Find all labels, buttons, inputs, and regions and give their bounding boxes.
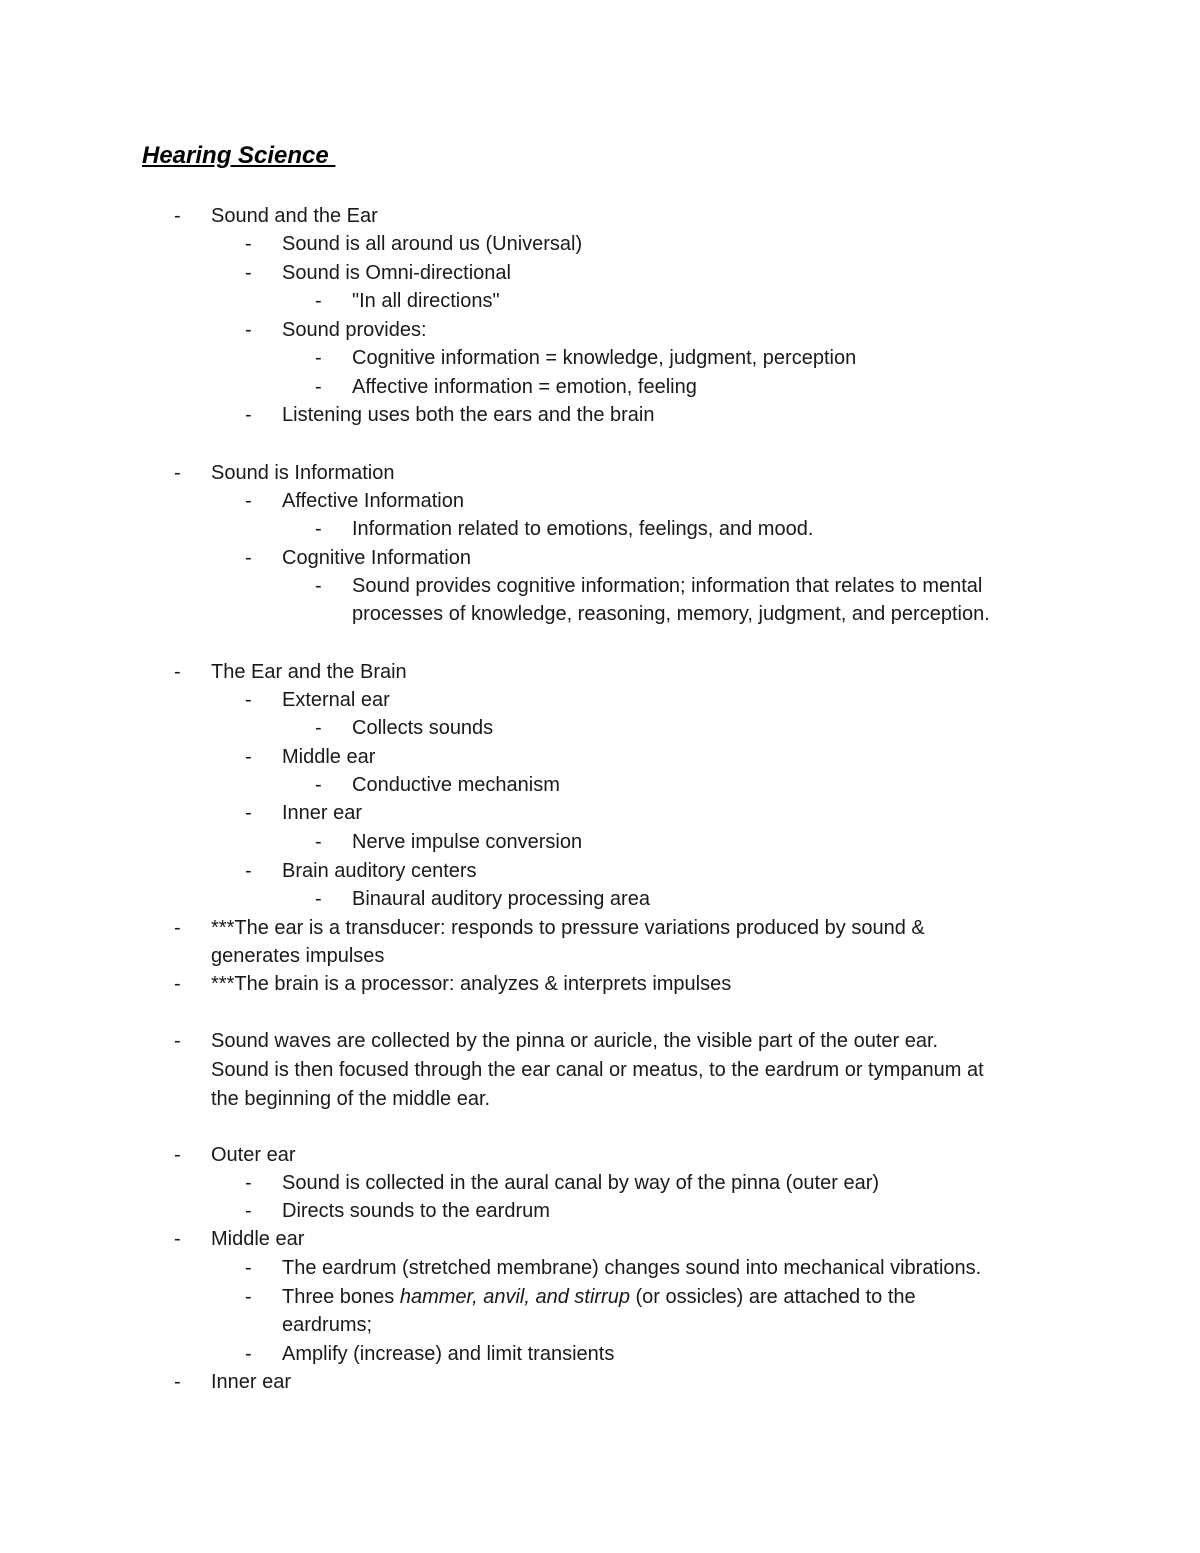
bullet-dash: -: [174, 1030, 181, 1052]
list-item: Affective Information: [282, 490, 464, 512]
bullet-dash: -: [245, 746, 252, 768]
list-item: Sound is collected in the aural canal by way of the pinna (outer ear): [282, 1172, 880, 1194]
list-item: Binaural auditory processing area: [352, 888, 650, 910]
bullet-dash: -: [245, 233, 252, 255]
list-item: Nerve impulse conversion: [352, 831, 583, 853]
list-item: Collects sounds: [352, 717, 494, 739]
bullet-dash: -: [174, 1228, 181, 1250]
list-item: ***The ear is a transducer: responds to pressure variations produced by sound &: [211, 917, 925, 939]
bullet-dash: -: [245, 1343, 252, 1365]
list-item: Conductive mechanism: [352, 774, 560, 796]
list-item: Sound and the Ear: [211, 205, 378, 227]
bullet-dash: -: [315, 888, 322, 910]
list-item: Directs sounds to the eardrum: [282, 1200, 550, 1222]
list-item: The Ear and the Brain: [211, 661, 407, 683]
list-item: Sound is Omni-directional: [282, 262, 511, 284]
list-item: Inner ear: [211, 1371, 292, 1393]
bullet-dash: -: [245, 404, 252, 426]
bullet-dash: -: [174, 973, 181, 995]
list-item-continuation: the beginning of the middle ear.: [211, 1088, 491, 1110]
list-item: Sound provides:: [282, 319, 427, 341]
list-item: Middle ear: [211, 1228, 305, 1250]
bullet-dash: -: [245, 689, 252, 711]
list-item: Listening uses both the ears and the brain: [282, 404, 655, 426]
bullet-dash: -: [245, 490, 252, 512]
list-item: Sound waves are collected by the pinna or auricle, the visible part of the outer ear.: [211, 1030, 939, 1052]
bullet-dash: -: [315, 290, 322, 312]
list-item: Inner ear: [282, 802, 363, 824]
bullet-dash: -: [315, 717, 322, 739]
bullet-dash: -: [174, 205, 181, 227]
list-item: "In all directions": [352, 290, 500, 312]
list-item: Middle ear: [282, 746, 376, 768]
list-item: External ear: [282, 689, 390, 711]
list-item: Brain auditory centers: [282, 860, 477, 882]
list-item-continuation: generates impulses: [211, 945, 385, 967]
bullet-dash: -: [174, 1144, 181, 1166]
list-item: The eardrum (stretched membrane) changes sound into mechanical vibrations.: [282, 1257, 982, 1279]
list-item: Sound is all around us (Universal): [282, 233, 583, 255]
list-item: Sound is Information: [211, 462, 395, 484]
bullet-dash: -: [315, 347, 322, 369]
page-title: Hearing Science: [142, 142, 336, 169]
bullet-dash: -: [174, 462, 181, 484]
list-item: Cognitive Information: [282, 547, 471, 569]
bullet-dash: -: [315, 774, 322, 796]
list-item-emphasis: hammer, anvil, and stirrup: [399, 1286, 630, 1308]
list-item-continuation: processes of knowledge, reasoning, memory, judgment, and perception.: [352, 603, 990, 625]
list-item: Amplify (increase) and limit transients: [282, 1343, 615, 1365]
list-item: Outer ear: [211, 1144, 296, 1166]
bullet-dash: -: [315, 518, 322, 540]
list-item: ***The brain is a processor: analyzes & interprets impulses: [211, 973, 732, 995]
bullet-dash: -: [245, 547, 252, 569]
list-item-text: Three bones: [282, 1286, 400, 1308]
bullet-dash: -: [245, 860, 252, 882]
bullet-dash: -: [315, 376, 322, 398]
list-item: Sound provides cognitive information; information that relates to mental: [352, 575, 983, 597]
bullet-dash: -: [245, 1172, 252, 1194]
list-item-text: (or ossicles) are attached to the: [629, 1286, 916, 1308]
list-item: Affective information = emotion, feeling: [352, 376, 697, 398]
bullet-dash: -: [174, 917, 181, 939]
bullet-dash: -: [245, 1200, 252, 1222]
bullet-dash: -: [245, 1257, 252, 1279]
list-item: Information related to emotions, feelings, and mood.: [352, 518, 814, 540]
bullet-dash: -: [245, 1286, 252, 1308]
list-item-continuation: eardrums;: [282, 1314, 373, 1336]
bullet-dash: -: [245, 802, 252, 824]
list-item: Cognitive information = knowledge, judgment, perception: [352, 347, 857, 369]
bullet-dash: -: [245, 262, 252, 284]
bullet-dash: -: [315, 831, 322, 853]
list-item-continuation: Sound is then focused through the ear canal or meatus, to the eardrum or tympanum at: [211, 1059, 984, 1081]
bullet-dash: -: [245, 319, 252, 341]
bullet-dash: -: [174, 661, 181, 683]
bullet-dash: -: [315, 575, 322, 597]
bullet-dash: -: [174, 1371, 181, 1393]
list-item: [282, 1285, 916, 1309]
